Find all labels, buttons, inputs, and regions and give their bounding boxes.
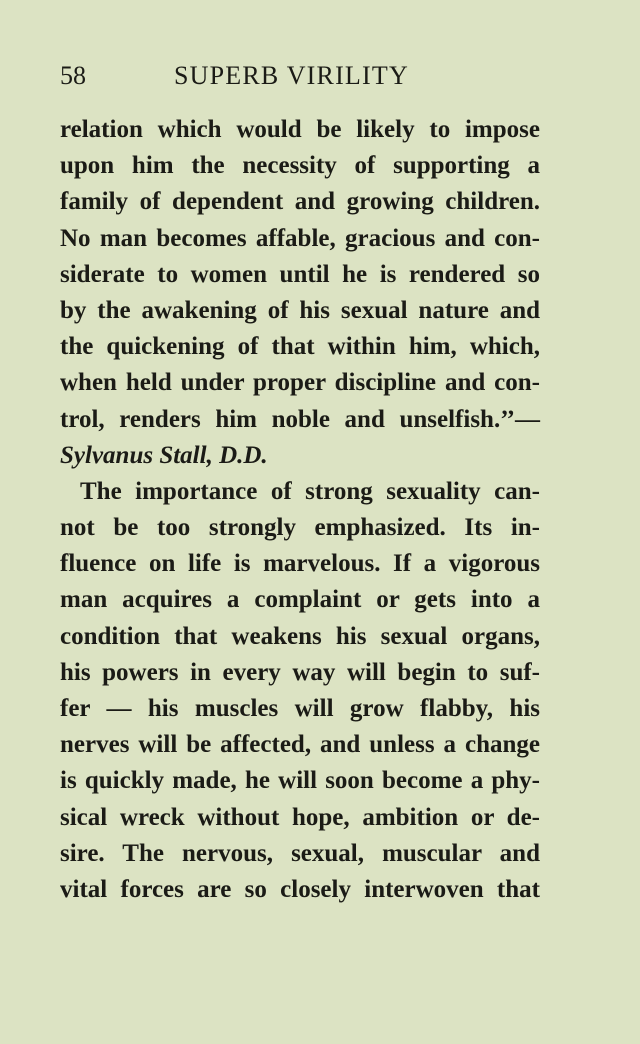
text-line: No man becomes affable, gracious and con-: [60, 224, 540, 252]
text-line: by the awakening of his sexual nature and: [60, 296, 540, 324]
text-line: relation which would be likely to impose: [60, 116, 540, 143]
text-line: upon him the necessity of supporting a: [60, 152, 540, 180]
text-line: trol, renders him noble and unselfish.’’—: [60, 405, 540, 433]
paragraph-first-line: The importance of strong sexuality can-: [80, 477, 540, 505]
page-header: [60, 58, 540, 94]
text-line: family of dependent and growing children.: [60, 188, 540, 216]
text-line: sical wreck without hope, ambition or de-: [60, 803, 540, 831]
text-line: his powers in every way will begin to suf-: [60, 658, 540, 686]
running-head: SUPERB VIRILITY: [174, 61, 409, 90]
text-line: the quickening of that within him, which,: [60, 333, 540, 361]
text-line: not be too strongly emphasized. Its in-: [60, 514, 540, 542]
text-line: condition that weakens his sexual organs,: [60, 622, 540, 650]
text-line: nerves will be affected, and unless a change: [60, 731, 540, 759]
quote-attribution: Sylvanus Stall, D.D.: [60, 441, 268, 469]
text-line: is quickly made, he will soon become a phy-: [60, 767, 540, 795]
text-line: sire. The nervous, sexual, muscular and: [60, 839, 540, 867]
text-line: fer — his muscles will grow flabby, his: [60, 695, 540, 722]
body-text: [60, 112, 540, 908]
page-number: 58: [60, 61, 86, 90]
text-line: siderate to women until he is rendered so: [60, 260, 540, 288]
text-line: fluence on life is marvelous. If a vigorous: [60, 550, 540, 578]
text-line: when held under proper discipline and con-: [60, 369, 540, 397]
text-line: vital forces are so closely interwoven that: [60, 875, 540, 903]
text-line: man acquires a complaint or gets into a: [60, 586, 540, 614]
